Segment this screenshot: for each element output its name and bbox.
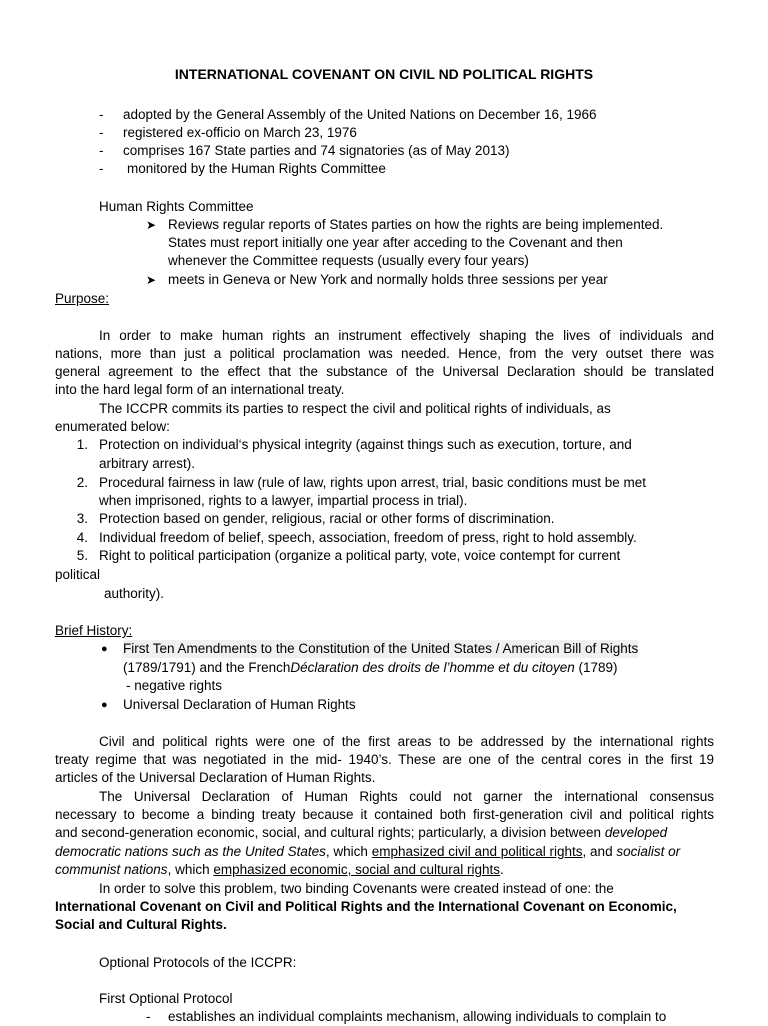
bullet-icon: ● [101,699,108,711]
paragraph-line: enumerated below: [55,419,170,434]
paragraph-line: Civil and political rights were one of the first areas to be addressed by the international rights [99,734,714,749]
paragraph-line: The ICCPR commits its parties to respect the civil and political rights of individuals, as [99,401,611,416]
list-item-continuation: - negative rights [126,678,223,693]
bullet-icon: ● [101,643,108,655]
section-heading-history: Brief History: [55,623,133,638]
section-heading-purpose: Purpose: [55,291,110,306]
paragraph-line: treaty regime that was negotiated in the mid- 1940’s. These are one of the central cores in the first 19 [55,752,714,767]
paragraph-line: International Covenant on Civil and Political Rights and the International Covenant on Economic, [55,899,677,914]
list-item-continuation: when imprisoned, rights to a lawyer, impartial process in trial). [99,493,468,508]
list-item-continuation: authority). [104,586,165,601]
section-heading-hrc: Human Rights Committee [99,199,254,214]
arrow-bullet-icon: ➤ [146,273,157,287]
subsection-heading: First Optional Protocol [99,991,233,1006]
list-item-continuation: States must report initially one year after acceding to the Covenant and then [168,235,623,250]
paragraph-line: and second-generation economic, social, and cultural rights; particularly, a division between developed [55,825,668,840]
list-item-continuation: (1789/1791) and the FrenchDéclaration des droits de l’homme et du citoyen (1789) [123,660,618,675]
paragraph-line: communist nations, which emphasized economic, social and cultural rights. [55,862,504,877]
document-page: INTERNATIONAL COVENANT ON CIVIL ND POLITICAL RIGHTS - adopted by the General Assembly of the United Nations on December 16, 1966 - registered ex-officio on March 23, 1976 - comprises 167 State parties and 74 signatories (as of May 2013) - monitored by the Human Rights Committee Human Rights Committee ➤ Reviews regular reports of States parties on how the rights are being implemented. States must report initially one year after acceding to the Covenant and then whenever the Committee requests (usually every four years) ➤ meets in Geneva or New York and normally holds three sessions per year Purpose: In order to make human rights an instrument effectively shaping the lives of individuals and nations, more than just a political proclamation was needed. Hence, from the very outset there was general agreement to the effect that the substance of the Universal Declaration should be translated into the hard legal form of an international treaty. The ICCPR commits its parties to respect the civil and political rights of individuals, as enumerated below: 1. Protection on individual‘s physical integrity (against things such as execution, torture, and arbitrary arrest). 2. Procedural fairness in law (rule of law, rights upon arrest, trial, basic conditions must be met when imprisoned, rights to a lawyer, impartial process in trial). 3. Protection based on gender, religious, racial or other forms of discrimination. 4. Individual freedom of belief, speech, association, freedom of press, right to hold assembly. 5. Right to political participation (organize a political party, vote, voice contempt for current political authority). Brief History: ● First Ten Amendments to the Constitution of the United States / American Bill of Rights (1789/1791) and the FrenchDéclaration des droits de l’homme et du citoyen (1789) - negative rights ● Universal Declaration of Human Rights Civil and political rights were one of the first areas to be addressed by the international rights treaty regime that was negotiated in the mid- 1940’s. These are one of the central cores in the first 19 articles of the Universal Declaration of Human Rights. The Universal Declaration of Human Rights could not garner the international consensus necessary to become a binding treaty because it contained both first-generation civil and political rights and second-generation economic, social, and cultural rights; particularly, a division between developed democratic nations such as the United States, which emphasized civil and political rights, and socialist or communist nations, which emphasized economic, social and cultural rights. In order to solve this problem, two binding Covenants were created instead of one: the International Covenant on Civil and Political Rights and the International Covenant on Economic, Social and Cultural Rights. Optional Protocols of the ICCPR: First Optional Protocol - establishes an individual complaints mechanism, allowing individuals to complain to [0,0,768,1024]
section-heading-optional: Optional Protocols of the ICCPR: [99,955,297,970]
paragraph-line: Social and Cultural Rights. [55,917,227,932]
paragraph-line: necessary to become a binding treaty because it contained both first-generation civil and political rights [55,807,714,822]
document-title: INTERNATIONAL COVENANT ON CIVIL ND POLITICAL RIGHTS [174,66,594,82]
paragraph-line: In order to solve this problem, two binding Covenants were created instead of one: the [99,881,614,896]
paragraph-line: articles of the Universal Declaration of Human Rights. [55,770,376,785]
paragraph-line: into the hard legal form of an international treaty. [55,382,345,397]
paragraph-line: general agreement to the effect that the substance of the Universal Declaration should be translated [55,364,714,379]
list-item-continuation: whenever the Committee requests (usually every four years) [168,253,529,268]
list-item-continuation: arbitrary arrest). [99,456,196,471]
paragraph-line: The Universal Declaration of Human Rights could not garner the international consensus [99,789,714,804]
paragraph-line: In order to make human rights an instrument effectively shaping the lives of individuals and [99,328,714,343]
paragraph-line: democratic nations such as the United States, which emphasized civil and political rights, and socialist or [55,844,681,859]
list-item-continuation: political [55,567,101,582]
paragraph-line: nations, more than just a political proclamation was needed. Hence, from the very outset there was [55,346,714,361]
arrow-bullet-icon: ➤ [146,218,157,232]
